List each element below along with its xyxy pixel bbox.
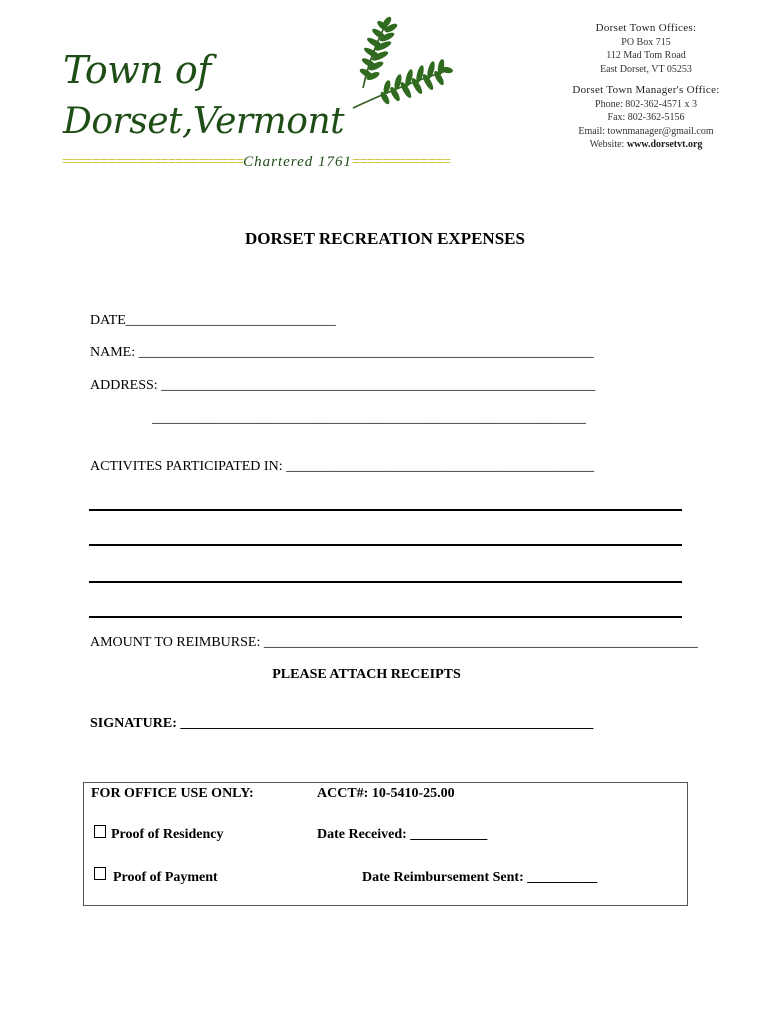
office-use-heading: FOR OFFICE USE ONLY: (91, 786, 254, 801)
activities-line-1[interactable] (89, 509, 682, 511)
street-address: 112 Mad Tom Road (606, 50, 686, 61)
proof-residency-checkbox-icon[interactable] (94, 825, 106, 838)
account-number: ACCT#: 10-5410-25.00 (317, 786, 455, 801)
website-row (560, 138, 732, 152)
office-use-box (83, 782, 688, 906)
website-label: Website: (589, 139, 625, 150)
proof-payment-label: Proof of Payment (113, 870, 218, 885)
proof-residency-label: Proof of Residency (111, 827, 224, 842)
charter-rule-right: ============= (352, 154, 451, 170)
fern-logo-icon (345, 14, 457, 114)
address-field[interactable]: ADDRESS: ______________________________________________________________ (90, 378, 596, 393)
city-address: East Dorset, VT 05253 (600, 63, 692, 75)
chartered-text: Chartered 1761 (243, 154, 352, 170)
town-name-text: Dorset,Vermont (63, 101, 345, 142)
manager-heading: Dorset Town Manager's Office: (572, 84, 720, 96)
phone: Phone: 802-362-4571 x 3 (595, 98, 697, 110)
office-contact-block (560, 22, 732, 152)
charter-rule-left: ======================== (62, 154, 244, 170)
town-of-text: Town of (63, 48, 211, 92)
address-line-2-field[interactable]: ______________________________________________________________ (152, 411, 586, 426)
form-title: DORSET RECREATION EXPENSES (245, 229, 525, 248)
website-link[interactable]: www.dorsetvt.org (626, 139, 703, 150)
email[interactable]: Email: townmanager@gmail.com (578, 125, 714, 137)
date-field[interactable]: DATE______________________________ (90, 313, 336, 328)
proof-payment-checkbox-icon[interactable] (94, 867, 106, 880)
attach-receipts-notice: PLEASE ATTACH RECEIPTS (272, 667, 461, 682)
activities-line-4[interactable] (89, 616, 682, 618)
fax: Fax: 802-362-5156 (607, 112, 685, 123)
activities-field[interactable]: ACTIVITES PARTICIPATED IN: ____________________________________________ (90, 459, 595, 474)
date-received-field[interactable]: Date Received: ___________ (317, 827, 488, 842)
name-field[interactable]: NAME: _________________________________________________________________ (90, 345, 594, 360)
activities-line-3[interactable] (89, 581, 682, 583)
signature-field[interactable]: SIGNATURE: ___________________________________________________________ (90, 716, 594, 731)
offices-heading: Dorset Town Offices: (595, 22, 697, 34)
charter-banner (62, 154, 450, 171)
amount-field[interactable]: AMOUNT TO REIMBURSE: ______________________________________________________________ (90, 635, 698, 650)
po-box: PO Box 715 (621, 36, 671, 48)
date-sent-field[interactable]: Date Reimbursement Sent: __________ (362, 870, 598, 885)
activities-line-2[interactable] (89, 544, 682, 546)
